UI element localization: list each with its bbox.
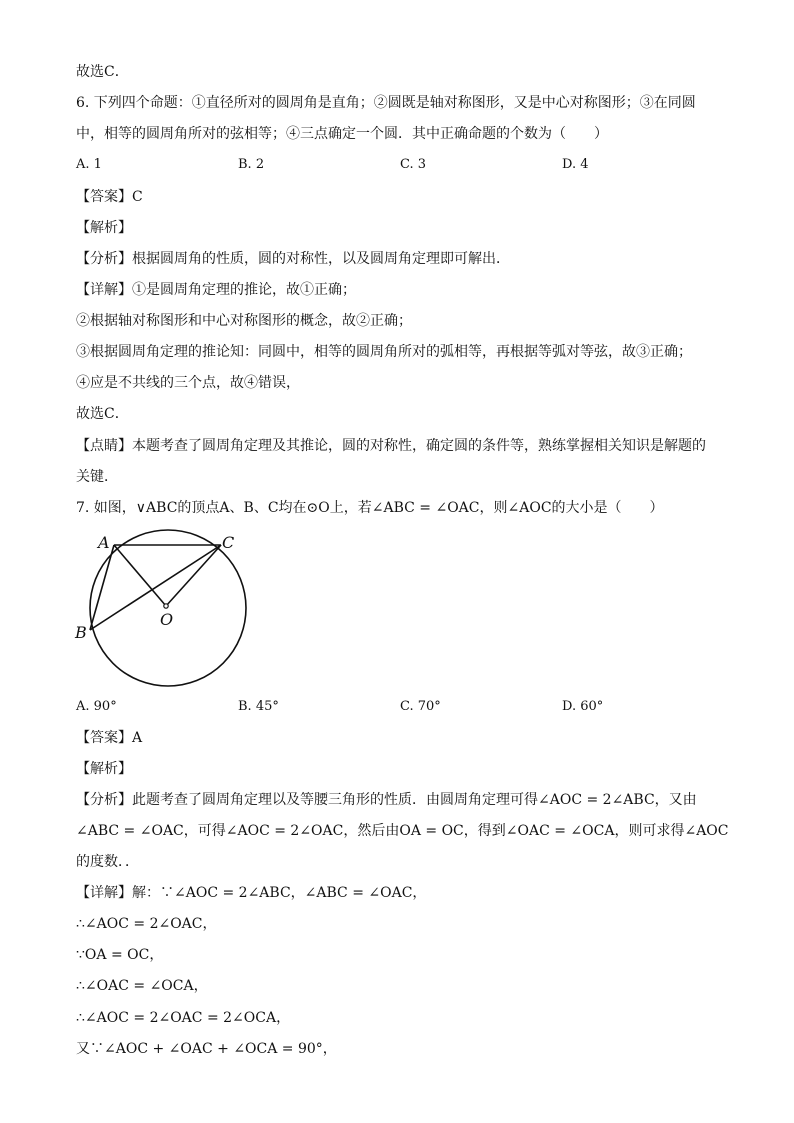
center-point: [164, 604, 168, 608]
comment-text-cont: 关键．: [76, 469, 118, 485]
text-line: 故选C．: [76, 64, 129, 80]
label-c: C: [222, 533, 235, 552]
solution-line: ∵OA = OC，: [76, 947, 164, 963]
option-a: A. 90°: [76, 699, 117, 714]
analysis-label: 【解析】: [76, 761, 132, 777]
option-b: B. 45°: [238, 699, 279, 714]
text-line: 故选C．: [76, 406, 129, 422]
question-6-stem-cont: 中，相等的圆周角所对的弦相等；④三点确定一个圆．其中正确命题的个数为（ ）: [76, 126, 608, 142]
question-7-options: [76, 697, 736, 717]
solution-line: 又∵∠AOC + ∠OAC + ∠OCA = 90°，: [76, 1041, 337, 1057]
circle-o: [90, 530, 246, 686]
option-b: B. 2: [238, 157, 265, 172]
question-6-options: [76, 155, 736, 175]
detail-text: ③根据圆周角定理的推论知：同圆中，相等的圆周角所对的弧相等，再根据等弧对等弦，故③正确；: [76, 344, 692, 360]
circle-figure: [70, 528, 260, 698]
label-b: B: [75, 623, 87, 642]
analysis-text: 【分析】根据圆周角的性质，圆的对称性，以及圆周角定理即可解出．: [76, 251, 510, 267]
answer-label: 【答案】A: [76, 730, 143, 746]
analysis-text: 【分析】此题考查了圆周角定理以及等腰三角形的性质．由圆周角定理可得∠AOC = 2∠ABC，又由: [76, 792, 697, 808]
question-6-stem: 6. 下列四个命题：①直径所对的圆周角是直角；②圆既是轴对称图形，又是中心对称图形；③在同圆: [76, 95, 696, 111]
option-c: C. 70°: [400, 699, 441, 714]
solution-line: ∴∠AOC = 2∠OAC = 2∠OCA，: [76, 1010, 291, 1026]
analysis-text-cont: ∠ABC = ∠OAC，可得∠AOC = 2∠OAC，然后由OA = OC，得到∠OAC = ∠OCA，则可求得∠AOC: [76, 823, 729, 839]
solution-line: ∴∠AOC = 2∠OAC，: [76, 916, 217, 932]
option-d: D. 4: [562, 157, 589, 172]
detail-text: 【详解】①是圆周角定理的推论，故①正确；: [76, 282, 356, 298]
comment-text: 【点睛】本题考查了圆周角定理及其推论，圆的对称性，确定圆的条件等，熟练掌握相关知识是解题的: [76, 438, 706, 454]
option-a: A. 1: [76, 157, 102, 172]
analysis-text-cont: 的度数．．: [76, 854, 139, 870]
question-7-stem: 7. 如图，∨ABC的顶点A、B、C均在⊙O上，若∠ABC = ∠OAC，则∠AOC的大小是（ ）: [76, 500, 664, 516]
detail-text: ②根据轴对称图形和中心对称图形的概念，故②正确；: [76, 313, 412, 329]
label-o: O: [160, 610, 174, 629]
solution-line: ∴∠OAC = ∠OCA，: [76, 978, 208, 994]
option-d: D. 60°: [562, 699, 604, 714]
analysis-label: 【解析】: [76, 220, 132, 236]
solution-line: 【详解】解：∵∠AOC = 2∠ABC，∠ABC = ∠OAC，: [76, 885, 427, 901]
answer-label: 【答案】C: [76, 189, 143, 205]
label-a: A: [98, 533, 110, 552]
detail-text: ④应是不共线的三个点，故④错误，: [76, 375, 300, 391]
option-c: C. 3: [400, 157, 427, 172]
